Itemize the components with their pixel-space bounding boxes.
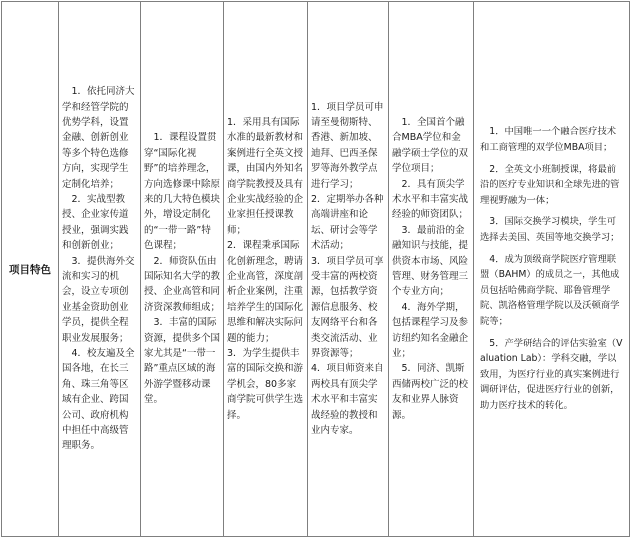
feature-column-6 [474, 2, 630, 537]
feature-item: 4．海外学期，包括课程学习及参访纽约知名金融企业； [392, 301, 469, 360]
feature-item: 2．具有顶尖学术水平和丰富实战经验的师资团队； [392, 178, 469, 221]
table-row [2, 2, 630, 537]
feature-item: 1．依托同济大学和经管学院的优势学科，设置金融、创新创业等多个特色选修方向，实现学生定制化培养； [62, 86, 135, 190]
feature-item: 4．成为顶级商学院医疗管理联盟（BAHM）的成员之一，其他成员包括哈佛商学院、耶鲁管理学院、凯洛格管理学院以及沃顿商学院等； [480, 253, 620, 327]
feature-item: 2．实战型教授、企业家传道授业，强调实践和创新创业； [62, 193, 129, 252]
feature-column-4 [308, 2, 389, 537]
feature-item: 3．丰富的国际资源，提供多个国家尤其是“一带一路”重点区域的海外游学暨移动课堂。 [144, 317, 221, 406]
feature-item: 1．中国唯一一个融合医疗技术和工商管理的双学位MBA项目； [480, 126, 617, 154]
feature-item: 1．采用具有国际水准的最新教材和案例进行全英文授课，由国内外知名商学院教授及具有企业实战经验的企业家担任授课教师； [227, 116, 304, 236]
feature-item: 4．校友遍及全国各地，在长三角、珠三角等区域有企业、跨国公司、政府机构中担任中高级管理职务。 [62, 348, 135, 452]
feature-item: 3．提供海外交流和实习的机会，设立专项创业基金资助创业学员，提供全程职业发展服务； [62, 255, 135, 344]
feature-column-1 [59, 2, 141, 537]
feature-item: 2．定期举办各种高端讲座和论坛、研讨会等学术活动； [311, 193, 384, 252]
feature-item: 2．课程秉承国际化创新理念，聘请企业高管，深度剖析企业案例，注重培养学生的国际化思维和解决实际问题的能力； [227, 240, 304, 344]
feature-item: 2．师资队伍由国际知名大学的教授、企业高管和同济资深教师组成； [144, 255, 221, 313]
feature-item: 5．同济、凯斯西储两校广泛的校友和业界人脉资源。 [392, 363, 469, 421]
row-label-cell [2, 2, 59, 537]
feature-item: 3．国际交换学习模块，学生可选择去美国、英国等地交换学习； [480, 216, 620, 244]
feature-item: 3．项目学员可享受丰富的两校资源，包括教学资源信息服务、校友网络平台和各类交流活动、业界资源等； [311, 255, 384, 360]
feature-item: 2．全英文小班制授课，将最前沿的医疗专业知识和全球先进的管理视野融为一体； [480, 163, 620, 206]
feature-item: 5．产学研结合的评估实验室（Valuation Lab）：学科交融，学以致用，为医疗行业的真实案例进行调研评估，促进医疗行业的创新，助力医疗技术的转化。 [480, 337, 623, 411]
row-label: 项目特色 [9, 263, 51, 276]
feature-column-5 [389, 2, 474, 537]
feature-column-2 [141, 2, 224, 537]
program-features-table [1, 1, 630, 537]
feature-item: 4．项目师资来自两校具有顶尖学术水平和丰富实战经验的教授和业内专家。 [311, 363, 384, 437]
feature-item: 1．课程设置贯穿“国际化视野”的培养理念，方向选修课中除原来的几大特色模块外，增设定制化的“一带一路”特色课程； [144, 132, 221, 252]
feature-column-3 [224, 2, 308, 537]
feature-item: 1．全国首个融合MBA学位和金融学硕士学位的双学位项目； [392, 116, 469, 175]
feature-item: 3．最前沿的金融知识与技能，提供资本市场、风险管理、财务管理三个专业方向； [392, 224, 469, 298]
feature-item: 3．为学生提供丰富的国际交换和游学机会，80多家商学院可供学生选择。 [227, 348, 304, 421]
feature-item: 1．项目学员可申请至曼彻斯特、香港、新加坡、迪拜、巴西圣保罗等海外教学点进行学习； [311, 101, 384, 190]
